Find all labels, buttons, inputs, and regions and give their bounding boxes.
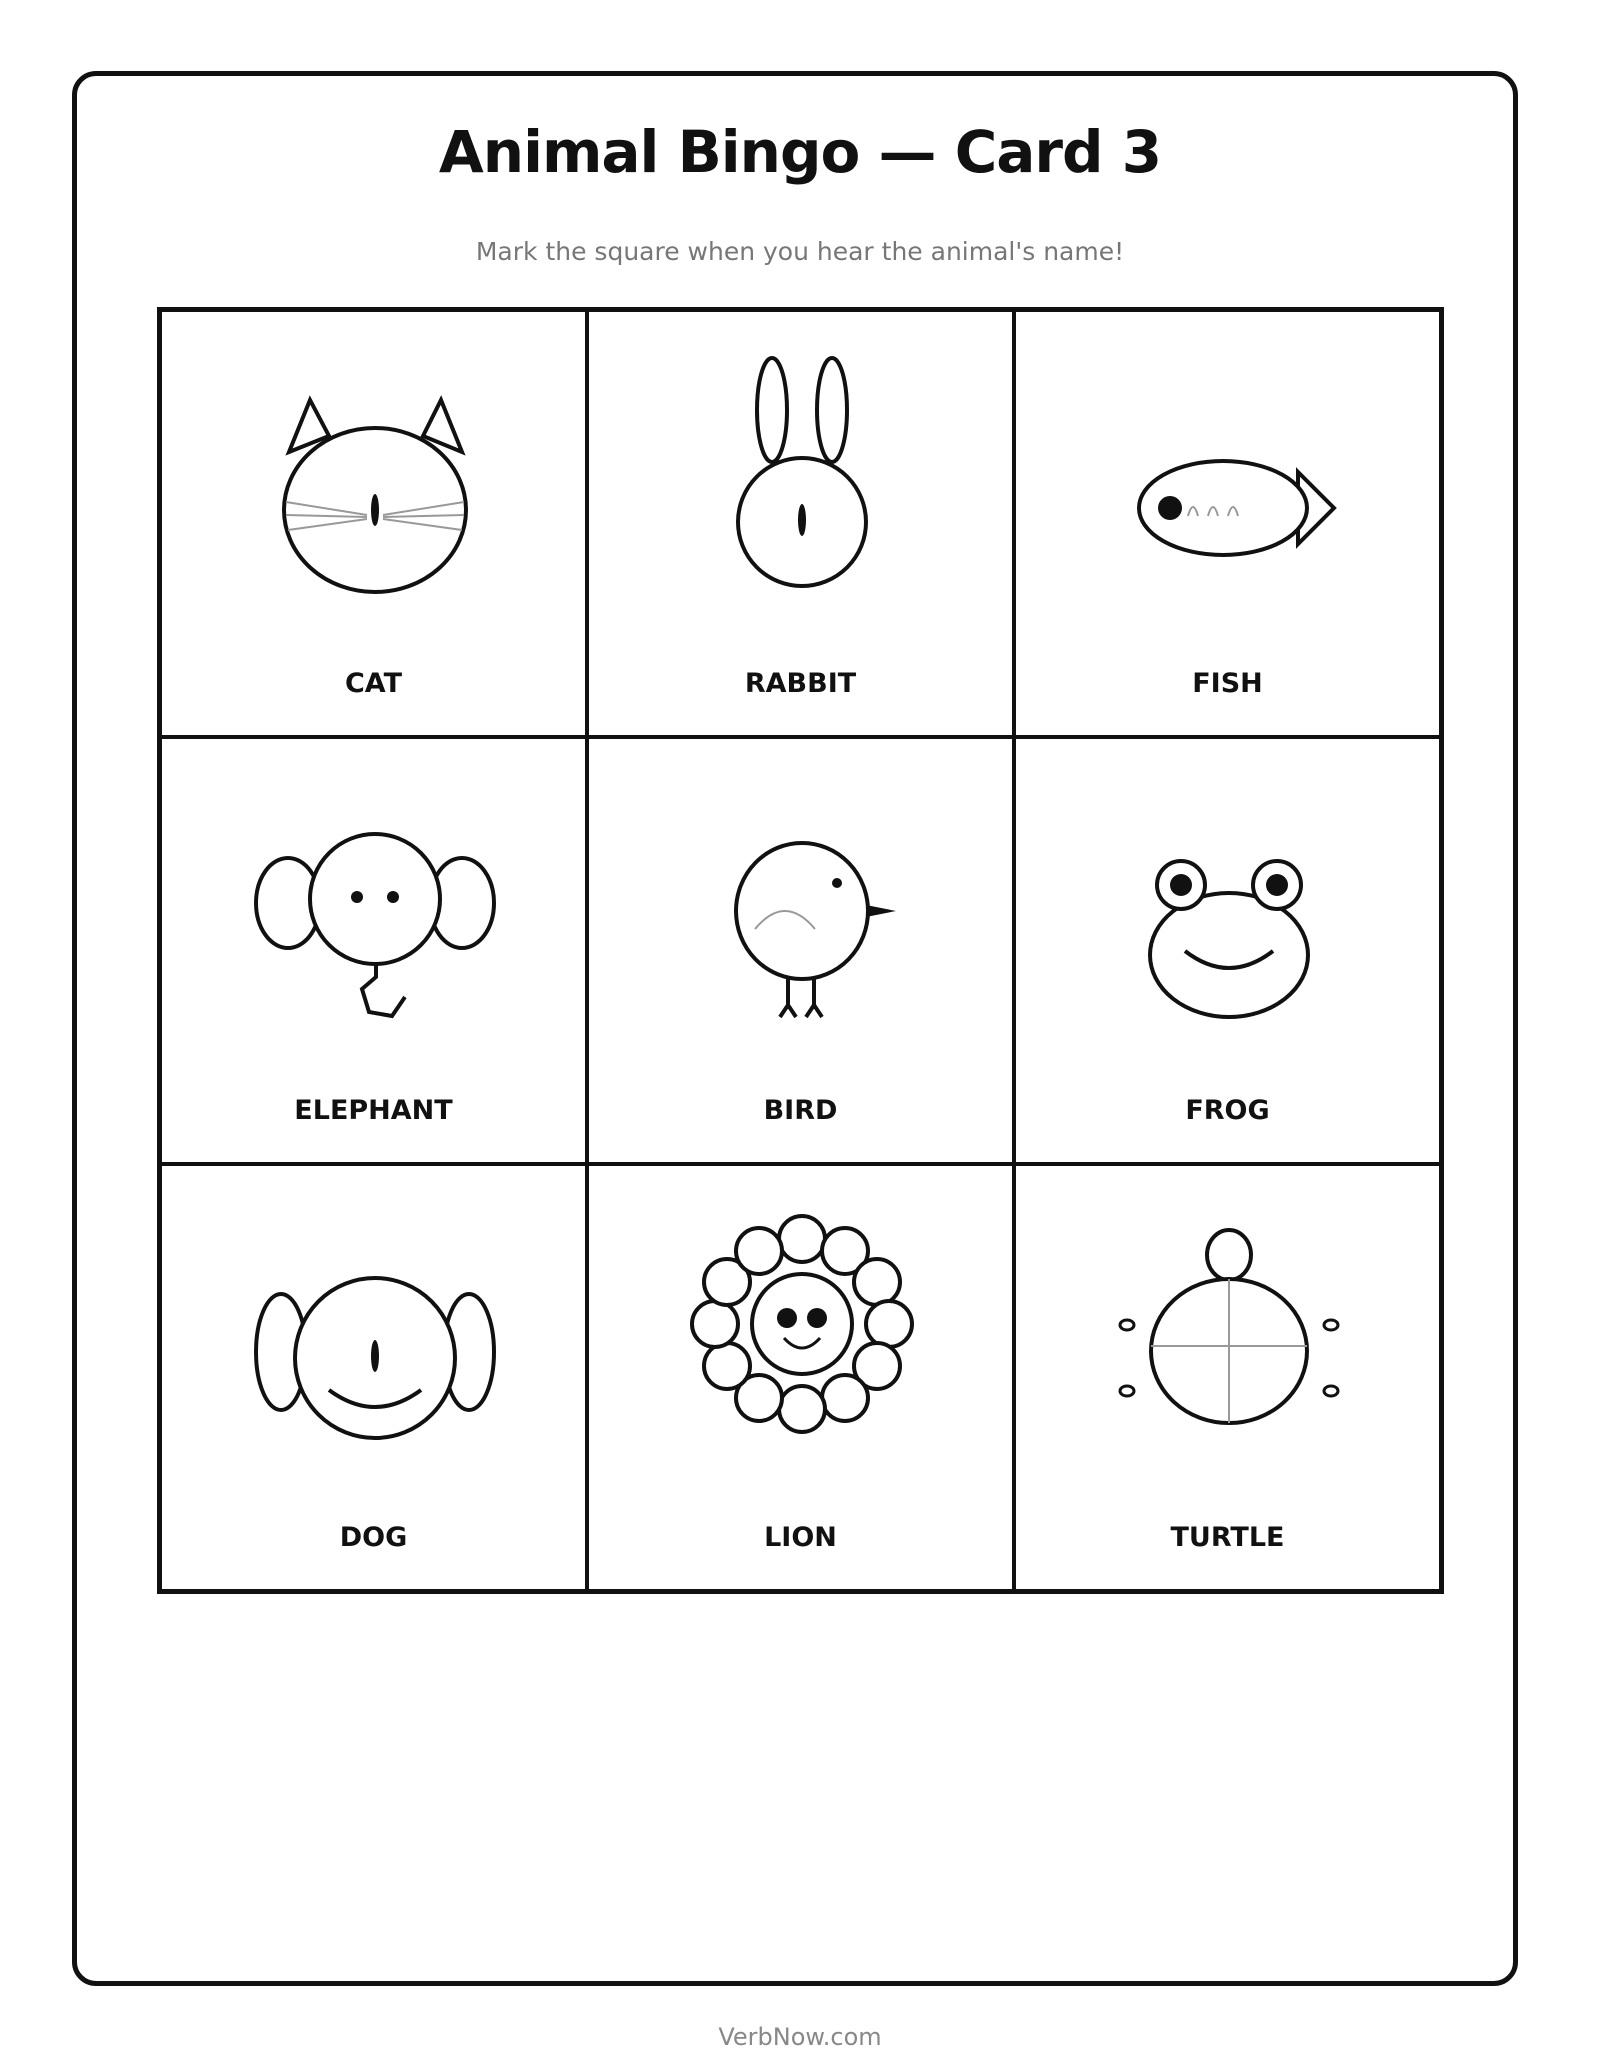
bingo-cell-frog[interactable] (1014, 737, 1441, 1164)
lion-icon (659, 1206, 947, 1466)
bingo-cell-bird[interactable] (587, 737, 1014, 1164)
bingo-cell-fish[interactable] (1014, 310, 1441, 737)
page-subtitle: Mark the square when you hear the animal's name! (475, 237, 1125, 266)
cell-label: ELEPHANT (294, 1095, 453, 1126)
bird-icon (659, 779, 947, 1039)
bingo-cell-dog[interactable] (160, 1164, 587, 1591)
dog-icon (232, 1206, 520, 1466)
bingo-cell-turtle[interactable] (1014, 1164, 1441, 1591)
rabbit-icon (659, 352, 947, 612)
cell-label: FISH (1192, 668, 1263, 699)
cell-label: FROG (1185, 1095, 1270, 1126)
cell-label: TURTLE (1170, 1522, 1285, 1553)
footer-credit: VerbNow.com (718, 2023, 882, 2051)
bingo-cell-lion[interactable] (587, 1164, 1014, 1591)
cell-label: RABBIT (744, 668, 857, 699)
cell-label: DOG (339, 1522, 408, 1553)
elephant-icon (232, 779, 520, 1039)
page-title: Animal Bingo — Card 3 (438, 118, 1162, 186)
bingo-cell-cat[interactable] (160, 310, 587, 737)
cell-label: BIRD (763, 1095, 838, 1126)
bingo-cell-elephant[interactable] (160, 737, 587, 1164)
frog-icon (1086, 779, 1374, 1039)
cat-icon (232, 352, 520, 612)
cell-label: CAT (344, 668, 403, 699)
bingo-cell-rabbit[interactable] (587, 310, 1014, 737)
turtle-icon (1086, 1206, 1374, 1466)
cell-label: LION (764, 1522, 837, 1553)
fish-icon (1086, 352, 1374, 612)
bingo-grid (157, 307, 1444, 1594)
